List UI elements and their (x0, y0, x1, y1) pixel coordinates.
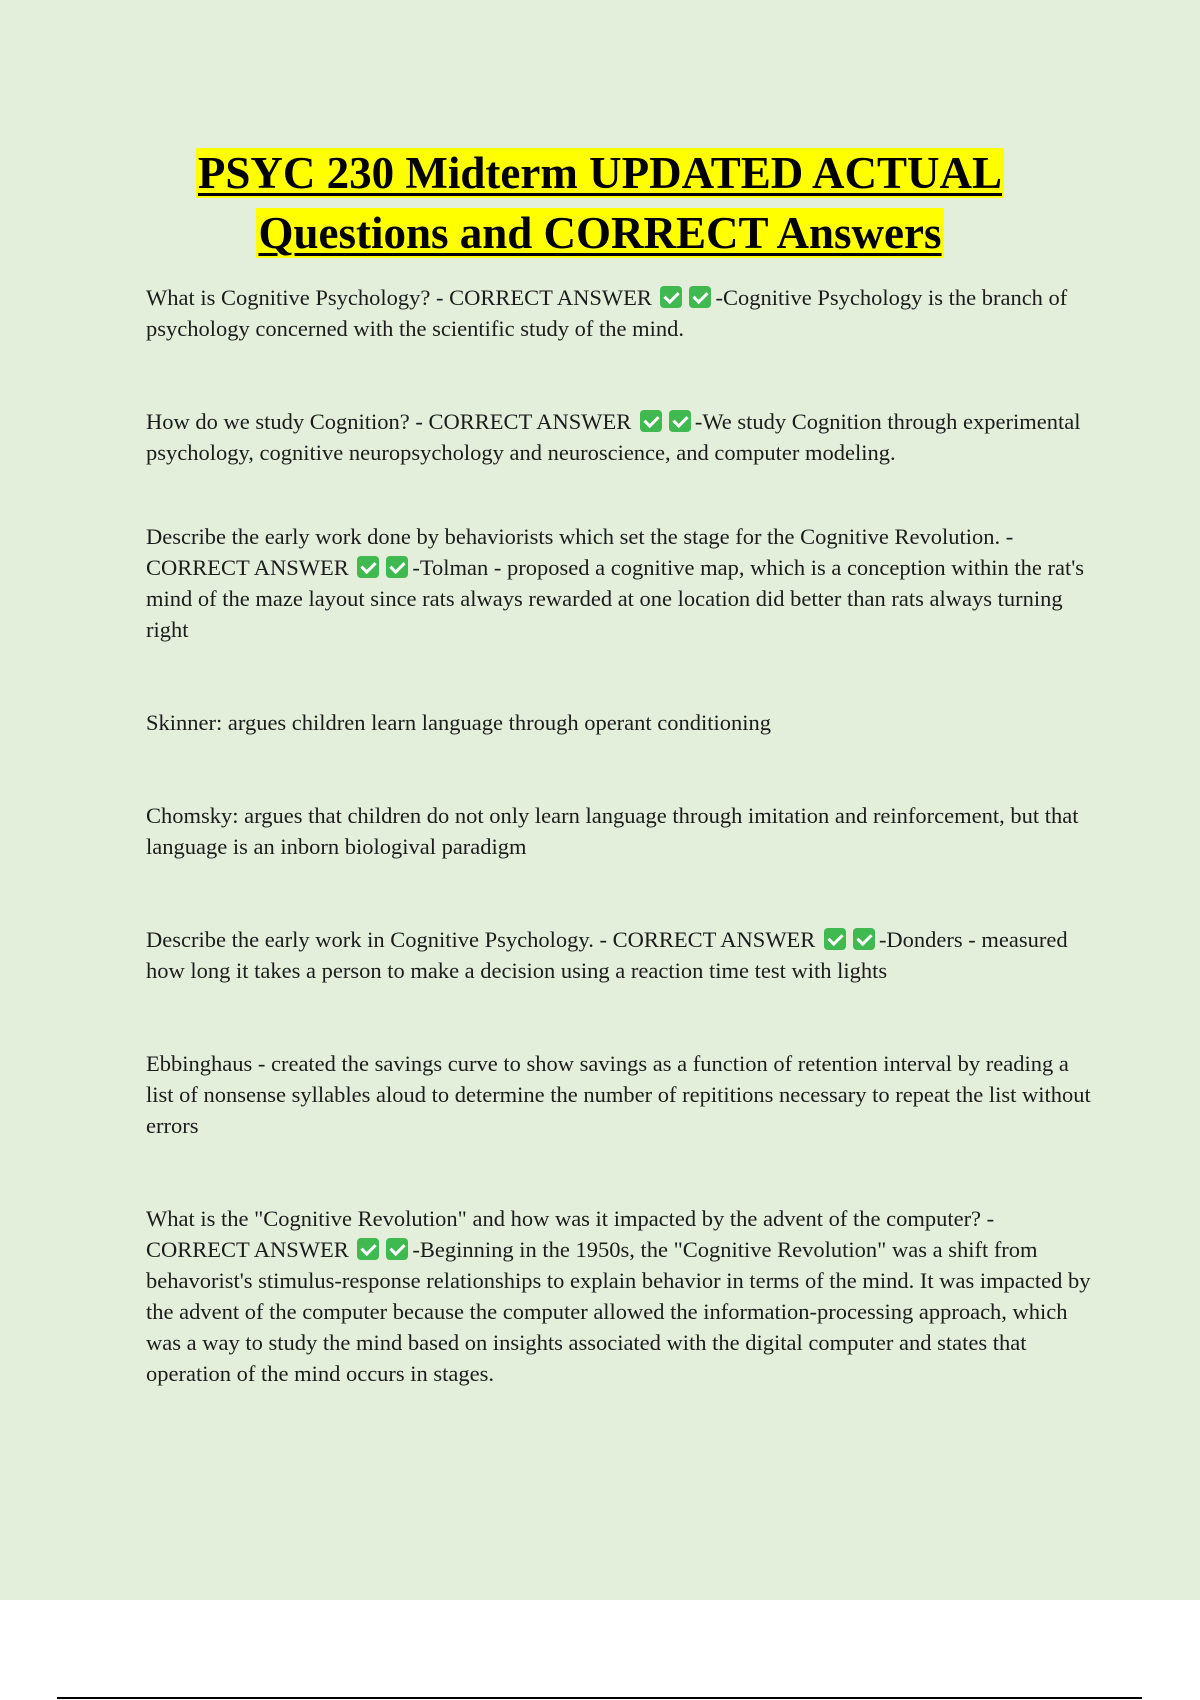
answer-text: -Donders - measured how long it takes a person to make a decision using a reaction time test with lights (146, 927, 1068, 983)
qa-item (146, 406, 1096, 468)
question-text: Describe the early work done by behaviorists which set the stage for the Cognitive Revolution. - CORRECT ANSWER (146, 524, 1014, 580)
note-paragraph: Chomsky: argues that children do not only learn language through imitation and reinforcement, but that language is an inborn biologival paradigm (146, 803, 1079, 859)
title-line-2-text: Questions and CORRECT Answers (258, 208, 942, 258)
question-text: What is Cognitive Psychology? - CORRECT ANSWER (146, 285, 652, 310)
answer-text: -We study Cognition through experimental psychology, cognitive neuropsychology and neuroscience, and computer modeling. (146, 409, 1081, 465)
answer-text: -Cognitive Psychology is the branch of psychology concerned with the scientific study of the mind. (146, 285, 1068, 341)
check-mark-icon (853, 928, 875, 950)
check-mark-icon (669, 410, 691, 432)
qa-item (146, 924, 1096, 986)
document-title (0, 143, 1200, 263)
check-mark-icon (660, 286, 682, 308)
check-mark-icon (689, 286, 711, 308)
check-mark-icon (386, 1238, 408, 1260)
title-line-1-text: PSYC 230 Midterm UPDATED ACTUAL (197, 148, 1003, 198)
check-mark-icon (824, 928, 846, 950)
answer-text: -Beginning in the 1950s, the "Cognitive Revolution" was a shift from behavorist's stimulus-response relationships to explain behavior in terms of the mind. It was impacted by the advent of the computer because the computer allowed the information-processing approach, which was a way to study the mind based on insights associated with the digital computer and states that operation of the mind occurs in stages. (146, 1237, 1091, 1386)
check-mark-icon (357, 556, 379, 578)
title-line-2 (0, 203, 1200, 263)
question-text: Describe the early work in Cognitive Psychology. - CORRECT ANSWER (146, 927, 816, 952)
note-paragraph: Skinner: argues children learn language through operant conditioning (146, 710, 772, 735)
title-line-1 (0, 143, 1200, 203)
check-mark-icon (357, 1238, 379, 1260)
answer-text: -Tolman - proposed a cognitive map, which is a conception within the rat's mind of the maze layout since rats always rewarded at one location did better than rats always turning right (146, 555, 1085, 642)
qa-item (146, 521, 1096, 645)
question-text: How do we study Cognition? - CORRECT ANSWER (146, 409, 632, 434)
question-text: What is the "Cognitive Revolution" and how was it impacted by the advent of the computer? - CORRECT ANSWER (146, 1206, 995, 1262)
qa-item (146, 1203, 1096, 1389)
qa-content (146, 282, 1096, 1389)
check-mark-icon (640, 410, 662, 432)
check-mark-icon (386, 556, 408, 578)
note-paragraph: Ebbinghaus - created the savings curve to show savings as a function of retention interval by reading a list of nonsense syllables aloud to determine the number of repititions necessary to repeat the list without errors (146, 1051, 1091, 1138)
qa-item (146, 282, 1096, 344)
footer-divider (57, 1697, 1142, 1699)
